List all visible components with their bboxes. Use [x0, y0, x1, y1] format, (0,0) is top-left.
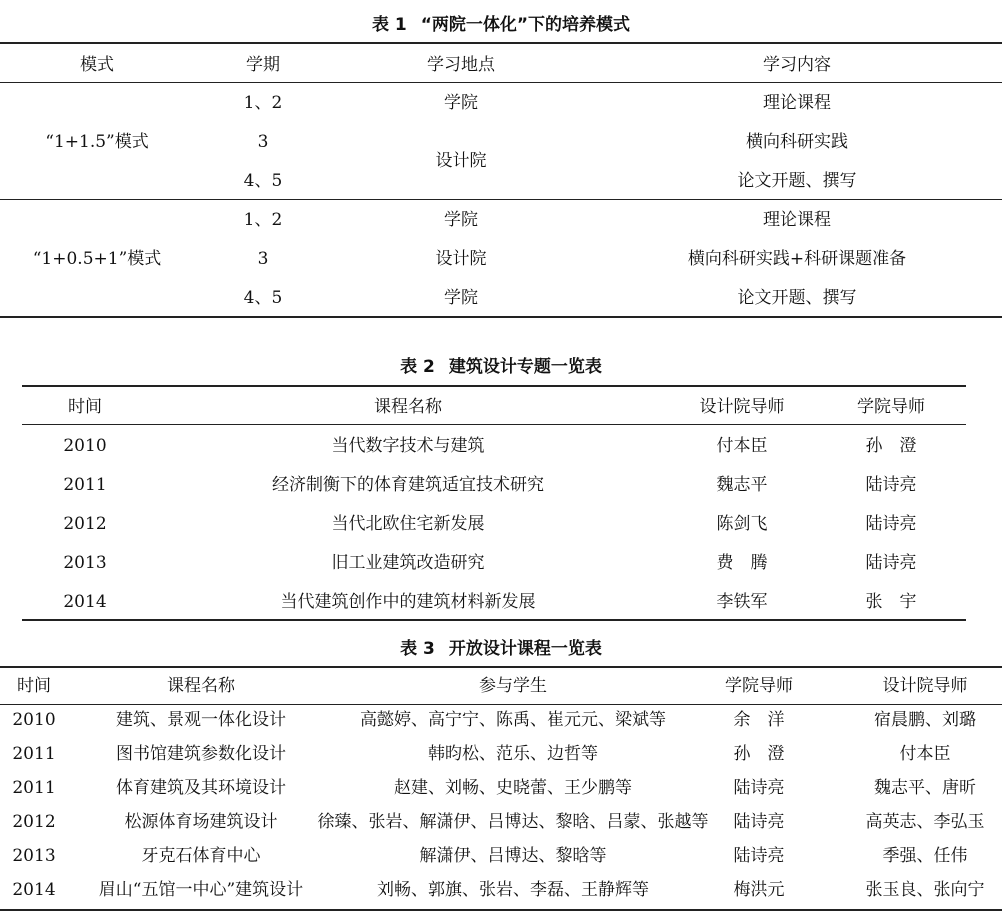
table3-design-tutor-cell: 付本臣 [899, 744, 951, 764]
table2-design-tutor-cell: 李铁军 [716, 592, 768, 612]
table2-header-rule [22, 424, 966, 425]
table3-course-cell: 牙克石体育中心 [141, 846, 261, 866]
table3-title: 开放设计课程一览表 [448, 639, 602, 659]
table2-college-tutor-cell: 陆诗亮 [865, 553, 917, 573]
table2-bottom-rule [22, 619, 966, 621]
table2-college-tutor-cell: 陆诗亮 [865, 475, 917, 495]
table1-term-cell: 1、2 [243, 210, 283, 230]
table3-header-rule [0, 704, 1002, 705]
table2-year-cell: 2010 [63, 436, 107, 456]
table3-college-tutor-cell: 孙 澄 [733, 744, 785, 764]
table3-header-design-tutor: 设计院导师 [882, 676, 968, 696]
table3-bottom-rule [0, 909, 1002, 911]
table2-course-cell: 当代数字技术与建筑 [331, 436, 485, 456]
table1-content-cell: 横向科研实践+科研课题准备 [687, 249, 907, 269]
table1-mode-cell: “1+0.5+1”模式 [32, 249, 162, 269]
table3-students-cell: 赵建、刘畅、史晓蕾、王少鹏等 [394, 778, 632, 798]
table3-year-cell: 2011 [12, 744, 56, 764]
table2-course-cell: 经济制衡下的体育建筑适宜技术研究 [272, 475, 544, 495]
table3-caption [0, 634, 1002, 659]
table1-term-cell: 3 [257, 132, 269, 152]
table1-caption [0, 10, 1002, 35]
table3-year-cell: 2014 [12, 880, 56, 900]
table3-design-tutor-cell: 季强、任伟 [882, 846, 968, 866]
table3-course-cell: 建筑、景观一体化设计 [116, 710, 286, 730]
table2-year-cell: 2011 [63, 475, 107, 495]
table1-top-rule [0, 42, 1002, 44]
table3-header-course: 课程名称 [167, 676, 235, 696]
table3-year-cell: 2013 [12, 846, 56, 866]
table1-group-rule [0, 199, 1002, 200]
table3-students-cell: 解潇伊、吕博达、黎晗等 [419, 846, 607, 866]
table2-college-tutor-cell: 孙 澄 [865, 436, 917, 456]
table1-content-cell: 论文开题、撰写 [737, 288, 857, 308]
table3-college-tutor-cell: 陆诗亮 [733, 812, 785, 832]
table3-students-cell: 韩昀松、范乐、边哲等 [428, 744, 598, 764]
table3-year-cell: 2011 [12, 778, 56, 798]
table2-top-rule [22, 385, 966, 387]
table1-place-cell: 设计院 [435, 151, 487, 171]
table3-students-cell: 高懿婷、高宁宁、陈禹、崔元元、梁斌等 [360, 710, 666, 730]
table3-college-tutor-cell: 余 洋 [733, 710, 785, 730]
table2-design-tutor-cell: 费 腾 [716, 553, 768, 573]
table1-content-cell: 横向科研实践 [746, 132, 848, 152]
table2-design-tutor-cell: 陈剑飞 [716, 514, 768, 534]
table3-design-tutor-cell: 张玉良、张向宁 [865, 880, 985, 900]
table2-year-cell: 2014 [63, 592, 107, 612]
table1-place-cell: 学院 [444, 93, 478, 113]
table2-title: 建筑设计专题一览表 [448, 357, 602, 377]
table1-content-cell: 理论课程 [763, 210, 831, 230]
table1-header-rule [0, 82, 1002, 83]
table2-course-cell: 旧工业建筑改造研究 [331, 553, 485, 573]
table3-header-college-tutor: 学院导师 [725, 676, 793, 696]
table3-year-cell: 2010 [12, 710, 56, 730]
table2-course-cell: 当代建筑创作中的建筑材料新发展 [280, 592, 536, 612]
table3-college-tutor-cell: 梅洪元 [733, 880, 785, 900]
table1-header-place: 学习地点 [427, 55, 495, 75]
table2-college-tutor-cell: 陆诗亮 [865, 514, 917, 534]
table1-place-cell: 学院 [444, 210, 478, 230]
table2-header-course: 课程名称 [374, 397, 442, 417]
table3-students-cell: 徐臻、张岩、解潇伊、吕博达、黎晗、吕蒙、张越等 [317, 812, 709, 832]
table1-header-mode: 模式 [80, 55, 114, 75]
table3-course-cell: 图书馆建筑参数化设计 [116, 744, 286, 764]
table3-course-cell: 眉山“五馆一中心”建筑设计 [98, 880, 304, 900]
table2-year-cell: 2013 [63, 553, 107, 573]
table1-content-cell: 理论课程 [763, 93, 831, 113]
table1-place-cell: 学院 [444, 288, 478, 308]
table3-course-cell: 松源体育场建筑设计 [124, 812, 278, 832]
table2-design-tutor-cell: 魏志平 [716, 475, 768, 495]
table3-course-cell: 体育建筑及其环境设计 [116, 778, 286, 798]
table3-design-tutor-cell: 魏志平、唐昕 [874, 778, 976, 798]
table1-mode-cell: “1+1.5”模式 [45, 132, 149, 152]
table3-header-students: 参与学生 [479, 676, 547, 696]
table1-bottom-rule [0, 316, 1002, 318]
table1-term-cell: 1、2 [243, 93, 283, 113]
table2-design-tutor-cell: 付本臣 [716, 436, 768, 456]
table1-header-term: 学期 [246, 55, 280, 75]
table2-course-cell: 当代北欧住宅新发展 [331, 514, 485, 534]
table2-header-college-tutor: 学院导师 [857, 397, 925, 417]
table2-header-design-tutor: 设计院导师 [699, 397, 785, 417]
table2-year-cell: 2012 [63, 514, 107, 534]
table1-term-cell: 4、5 [243, 171, 283, 191]
table3-number: 表 3 [400, 639, 435, 659]
table3-design-tutor-cell: 宿晨鹏、刘璐 [874, 710, 976, 730]
table3-college-tutor-cell: 陆诗亮 [733, 778, 785, 798]
table3-top-rule [0, 666, 1002, 668]
table3-students-cell: 刘畅、郭旗、张岩、李磊、王静辉等 [377, 880, 649, 900]
table1-term-cell: 3 [257, 249, 269, 269]
table2-caption [0, 352, 1002, 377]
table3-header-year: 时间 [17, 676, 51, 696]
table1-content-cell: 论文开题、撰写 [737, 171, 857, 191]
table1-term-cell: 4、5 [243, 288, 283, 308]
table2-header-year: 时间 [68, 397, 102, 417]
table1-title: “两院一体化”下的培养模式 [420, 15, 631, 35]
table3-year-cell: 2012 [12, 812, 56, 832]
table1-number: 表 1 [371, 15, 407, 35]
table3-design-tutor-cell: 高英志、李弘玉 [865, 812, 985, 832]
table3-college-tutor-cell: 陆诗亮 [733, 846, 785, 866]
table2-college-tutor-cell: 张 宇 [865, 592, 917, 612]
table1-place-cell: 设计院 [435, 249, 487, 269]
table1-header-content: 学习内容 [763, 55, 831, 75]
table2-number: 表 2 [400, 357, 435, 377]
